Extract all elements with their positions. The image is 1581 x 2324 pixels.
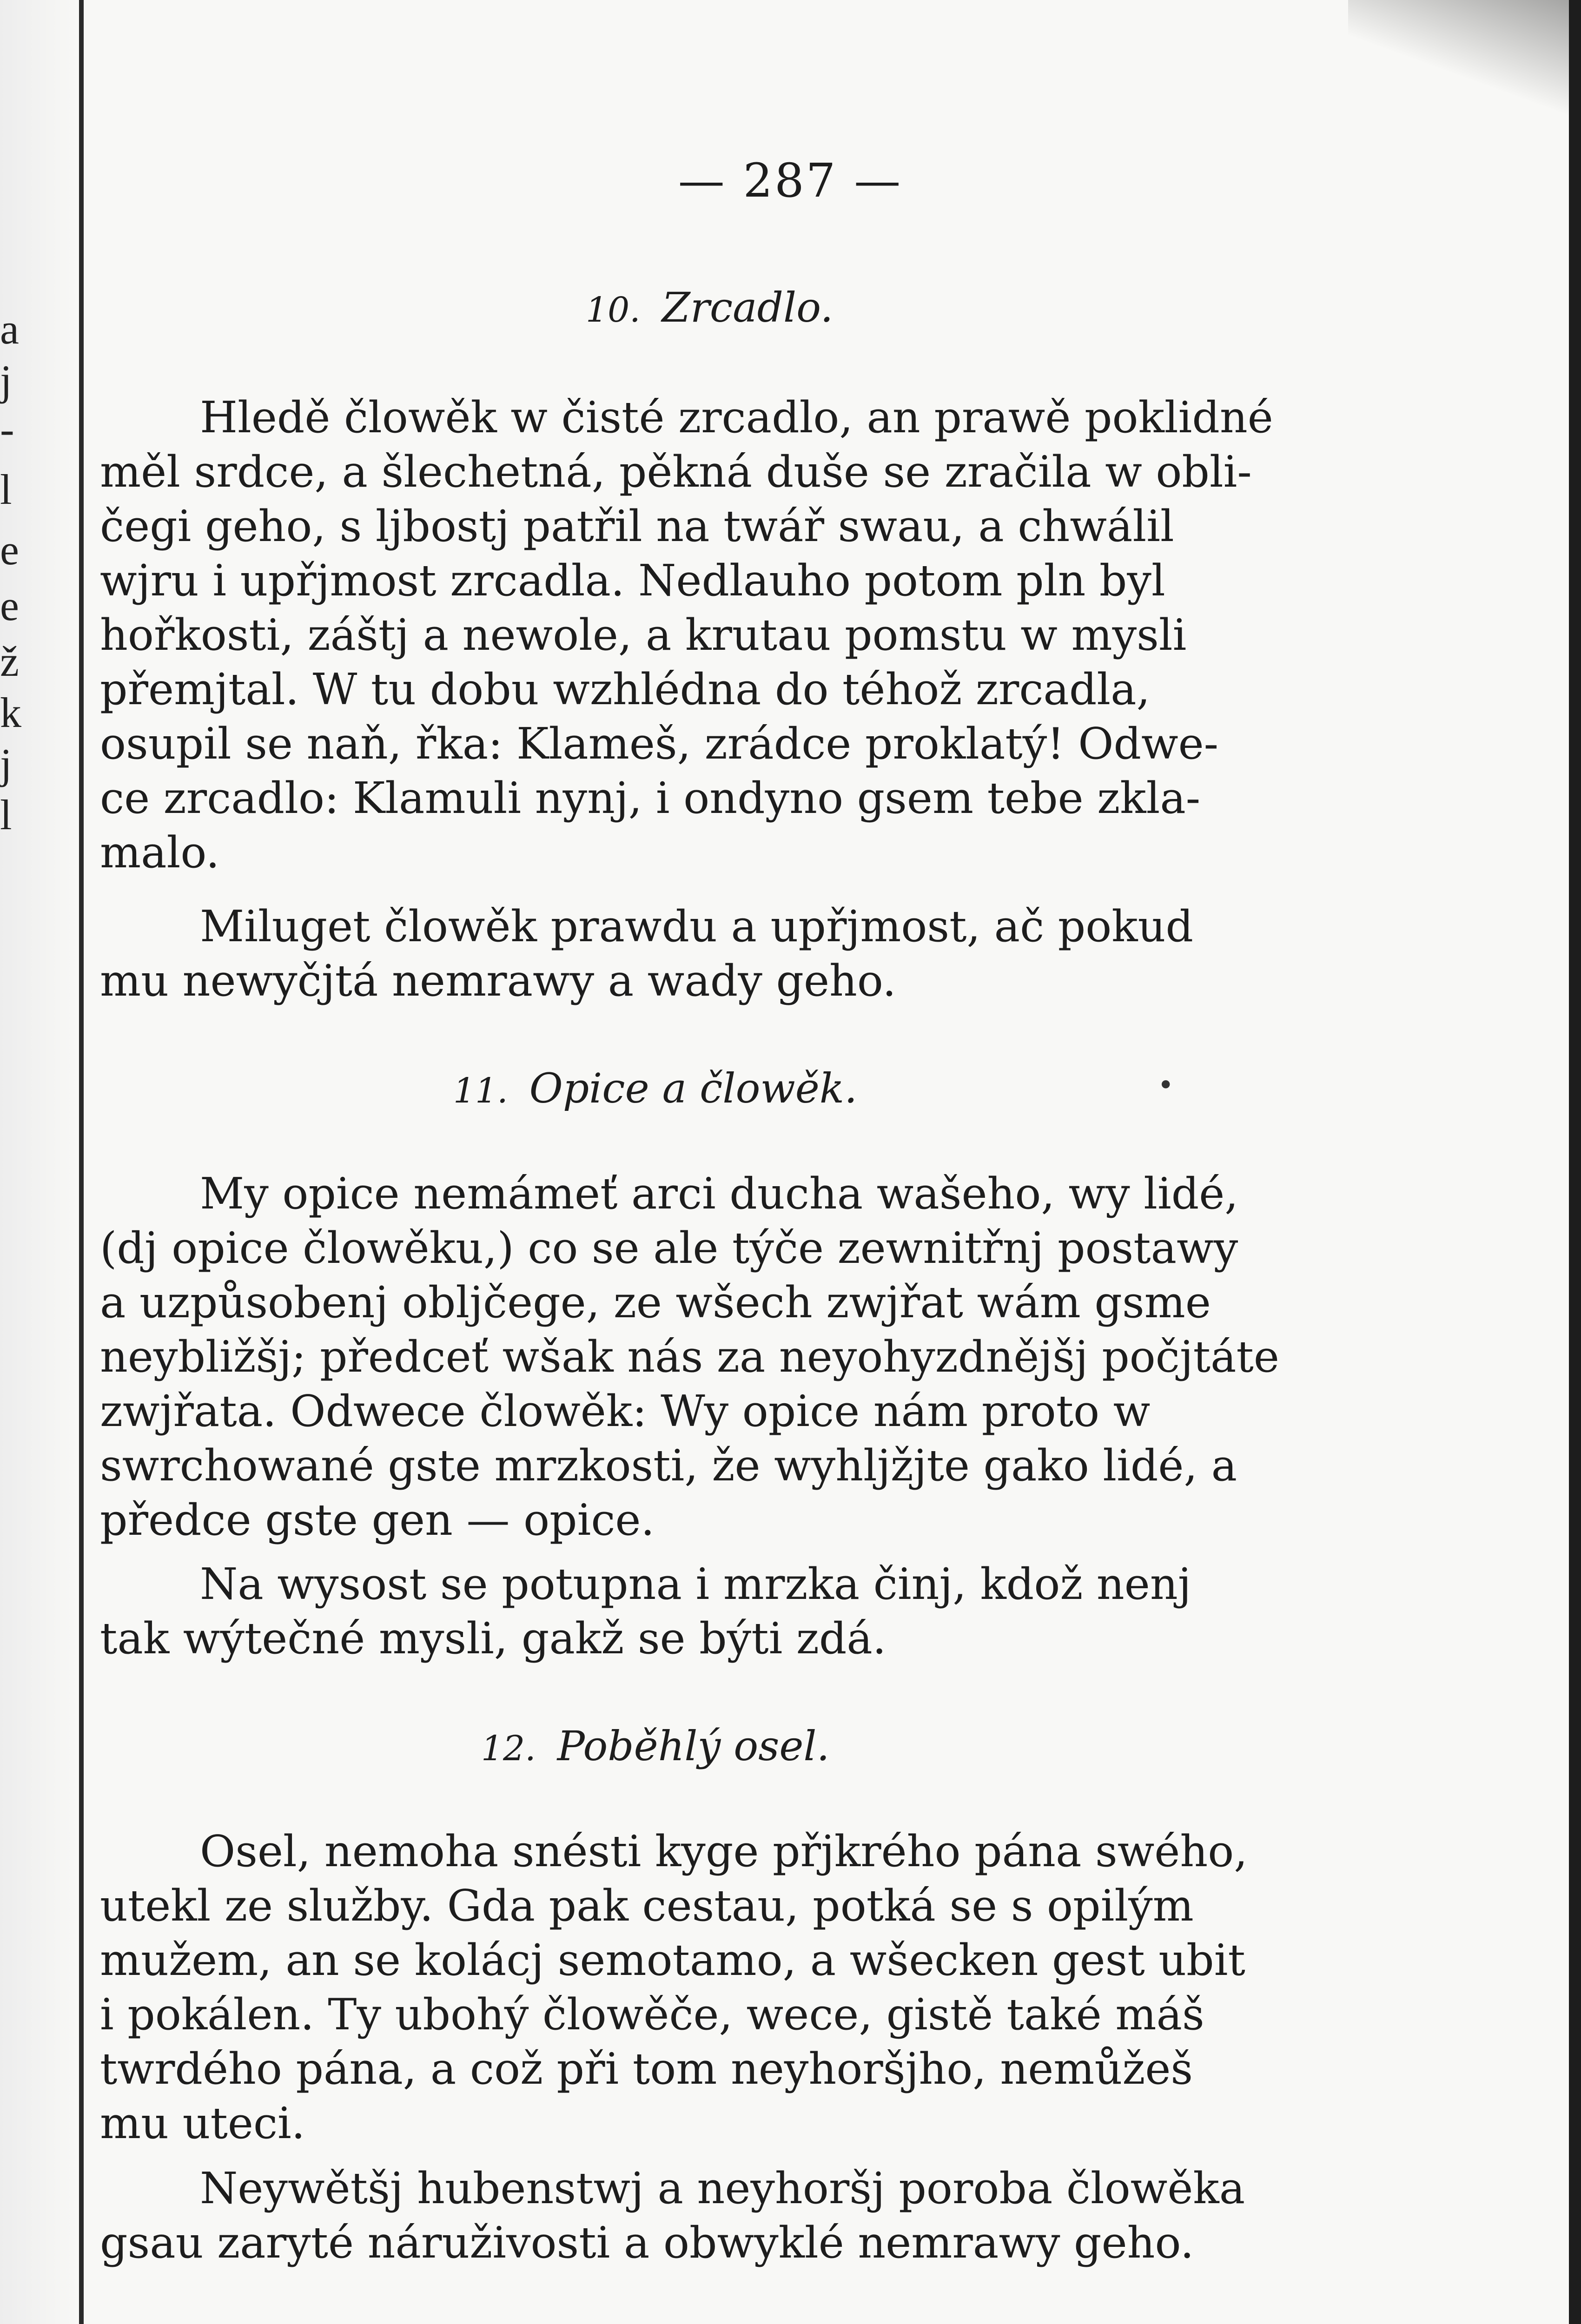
fable-moral-10 [100, 899, 1276, 1008]
text-line: ce zrcadlo: Klamuli nynj, i ondyno gsem tebe zkla- [100, 773, 1201, 823]
text-line: mu newyčjtá nemrawy a wady geho. [100, 956, 896, 1006]
fable-moral-12 [100, 2161, 1276, 2270]
text-line: Hledě člowěk w čisté zrcadlo, an prawě poklidné [200, 392, 1273, 442]
text-line: osupil se naň, řka: Klameš, zrádce proklatý! Odwe- [100, 719, 1219, 769]
text-line: i pokálen. Ty ubohý člowěče, wece, gistě také máš [100, 1989, 1204, 2040]
page-number: — 287 — [678, 153, 903, 208]
fable-number: 12. [481, 1729, 536, 1769]
fable-moral-11 [100, 1557, 1276, 1666]
text-line: tak wýtečné mysli, gakž se býti zdá. [100, 1613, 886, 1664]
text-line: mužem, an se kolácj semotamo, a wšecken gest ubit [100, 1935, 1245, 1985]
text-line: Na wysost se potupna i mrzka činj, kdož nenj [200, 1559, 1191, 1609]
text-line: čegi geho, s ljbostj patřil na twář swau, a chwálil [100, 501, 1174, 551]
text-line: Osel, nemoha snésti kyge přjkrého pána swého, [200, 1826, 1248, 1876]
margin-fragment: l [0, 466, 12, 513]
fable-title-11 [453, 1064, 857, 1112]
margin-fragment: k [0, 689, 21, 736]
text-line: gsau zaryté náruživosti a obwyklé nemrawy geho. [100, 2218, 1194, 2268]
text-line: a uzpůsobenj obljčege, ze wšech zwjřat wám gsme [100, 1277, 1211, 1327]
margin-fragment: ž [0, 638, 19, 685]
text-line: (dj opice člowěku,) co se ale týče zewnitřnj postawy [100, 1223, 1238, 1273]
margin-fragment: l [0, 791, 12, 838]
text-line: swrchowané gste mrzkosti, že wyhljžjte gako lidé, a [100, 1440, 1237, 1491]
fable-number: 11. [453, 1071, 508, 1111]
text-line: twrdého pána, a což při tom neyhoršjho, nemůžeš [100, 2044, 1193, 2094]
text-line: zwjřata. Odwece člowěk: Wy opice nám proto w [100, 1386, 1151, 1436]
fable-title-12 [481, 1722, 830, 1770]
text-line: hořkosti, záštj a newole, a krutau pomstu w mysli [100, 610, 1187, 660]
margin-fragment: j [0, 740, 12, 787]
fable-body-10 [100, 390, 1276, 880]
text-line: Miluget člowěk prawdu a upřjmost, ač pokud [200, 901, 1194, 951]
text-line: neybližšj; předceť wšak nás za neyohyzdnějšj počjtáte [100, 1332, 1279, 1382]
text-line: měl srdce, a šlechetná, pěkná duše se zračila w obli- [100, 447, 1252, 497]
text-line: malo. [100, 827, 220, 878]
margin-fragment: a [0, 305, 19, 353]
text-line: wjru i upřjmost zrcadla. Nedlauho potom pln byl [100, 555, 1165, 606]
fable-number: 10. [586, 290, 641, 330]
scan-shadow [1348, 0, 1581, 116]
text-line: mu uteci. [100, 2098, 305, 2148]
text-line: My opice nemámeť arci ducha wašeho, wy lidé, [200, 1169, 1238, 1219]
fable-body-12 [100, 1824, 1276, 2151]
fable-heading: Opice a člowěk. [529, 1064, 858, 1112]
text-line: Neywětšj hubenstwj a neyhoršj poroba člowěka [200, 2163, 1245, 2213]
margin-fragment: e [0, 582, 19, 629]
text-line: přemjtal. W tu dobu wzhlédna do téhož zrcadla, [100, 664, 1151, 714]
margin-fragment: e [0, 526, 19, 574]
text-line: utekl ze služby. Gda pak cestau, potká se s opilým [100, 1881, 1194, 1931]
text-line: předce gste gen — opice. [100, 1495, 655, 1545]
scan-edge [1569, 0, 1581, 2324]
fable-body-11 [100, 1167, 1279, 1547]
fable-title-10 [586, 284, 833, 331]
print-speck: • [1158, 1069, 1174, 1102]
fable-heading: Zrcadlo. [662, 284, 833, 331]
margin-fragment: j [0, 357, 12, 404]
fable-heading: Poběhlý osel. [557, 1722, 830, 1770]
margin-fragment: - [0, 405, 14, 453]
